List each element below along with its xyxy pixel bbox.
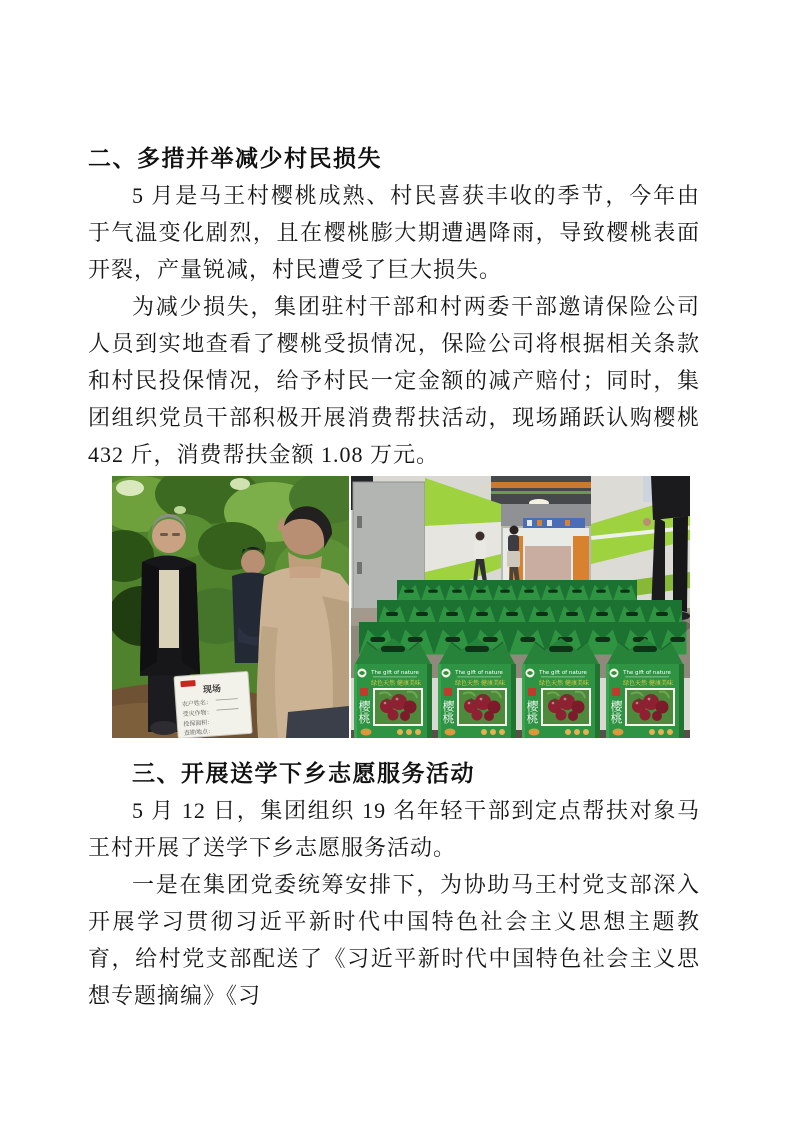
section-two-heading: 二、多措并举减少村民损失	[88, 145, 382, 171]
photo-row	[112, 476, 690, 738]
section-three-heading: 三、开展送学下乡志愿服务活动	[132, 760, 475, 786]
garage-direction-sign	[523, 518, 585, 528]
survey-sign-field-3: 投保面积：	[183, 718, 214, 729]
survey-sign-field-2: 受灾作物：	[182, 708, 213, 719]
insurance-logo	[180, 680, 195, 687]
section-two-paragraph-1: 5 月是马王村樱桃成熟、村民喜获丰收的季节，今年由于气温变化剧烈，且在樱桃膨大期遭遇降雨，导致樱桃表面开裂，产量锐减，村民遭受了巨大损失。	[88, 183, 700, 282]
document-body	[88, 0, 700, 1014]
section-three-paragraph-2: 一是在集团党委统筹安排下，为协助马王村党支部深入开展学习贯彻习近平新时代中国特色社会主义思想主题教育，给村党支部配送了《习近平新时代中国特色社会主义思想专题摘编》《习	[88, 872, 700, 1008]
survey-sign-field-4: 查勘地点：	[183, 727, 215, 738]
section-three-paragraph-1: 5 月 12 日，集团组织 19 名年轻干部到定点帮扶对象马王村开展了送学下乡志愿服务活动。	[88, 798, 700, 860]
photo-cherry-gift-boxes	[351, 476, 690, 738]
section-two-paragraph-2: 为减少损失，集团驻村干部和村两委干部邀请保险公司人员到实地查看了樱桃受损情况，保险公司将根据相关条款和村民投保情况，给予村民一定金额的减产赔付；同时，集团组织党员干部积极开展消费帮扶活动，现场踊跃认购樱桃 432 斤，消费帮扶金额 1.08 万元。	[88, 294, 700, 467]
photo-cherry-orchard-survey	[112, 476, 349, 738]
survey-sign-title: 现场	[202, 684, 222, 696]
survey-sign-field-1: 农户姓名：	[181, 699, 213, 709]
survey-sign	[174, 671, 252, 738]
